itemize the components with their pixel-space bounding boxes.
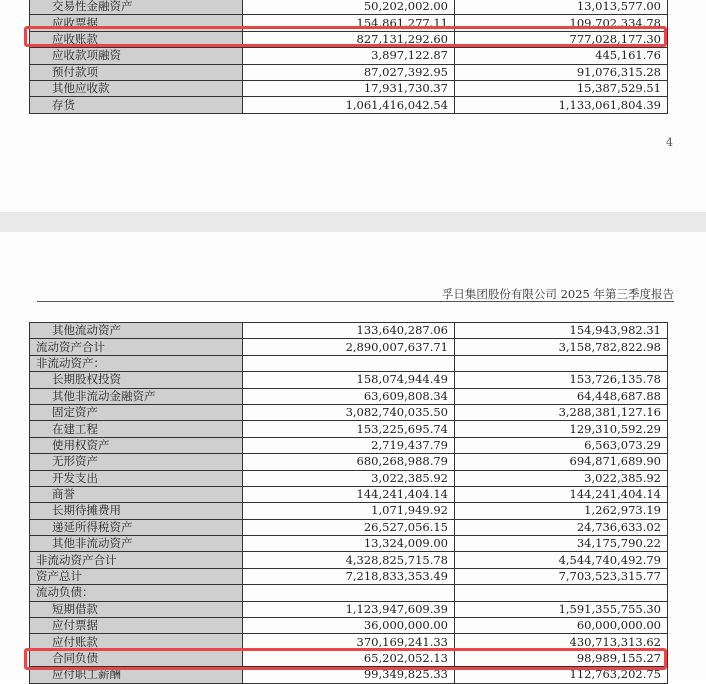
table-row [30,552,668,568]
row-label: 开发支出 [30,470,243,486]
balance-sheet-table-lower [29,322,668,684]
prior-period-value: 153,726,135.78 [455,372,668,388]
prior-period-value: 60,000,000.00 [455,618,668,634]
page-separator [0,212,706,232]
prior-period-value: 112,763,202.75 [455,667,668,683]
prior-period-value: 1,262,973.19 [455,503,668,519]
table-row [30,503,668,519]
prior-period-value: 1,133,061,804.39 [455,97,668,113]
prior-period-value: 694,871,689.90 [455,454,668,470]
prior-period-value: 154,943,982.31 [455,323,668,339]
prior-period-value: 3,288,381,127.16 [455,404,668,420]
prior-period-value: 64,448,687.88 [455,388,668,404]
row-label: 长期待摊费用 [30,503,243,519]
table-row [30,454,668,470]
current-period-value: 680,268,988.79 [243,454,455,470]
prior-period-value: 109,702,334.78 [455,15,668,31]
table-row [30,618,668,634]
current-period-value: 17,931,730.37 [243,80,455,96]
row-label: 无形资产 [30,454,243,470]
prior-period-value: 91,076,315.28 [455,64,668,80]
prior-period-value: 7,703,523,315.77 [455,568,668,584]
table-row [30,388,668,404]
report-header: 孚日集团股份有限公司 2025 年第三季度报告 [441,287,674,301]
current-period-value: 827,131,292.60 [243,31,455,47]
table-row [30,339,668,355]
row-label: 流动负债： [30,585,243,601]
current-period-value: 13,324,009.00 [243,536,455,552]
table-row [30,404,668,420]
prior-period-value: 34,175,790.22 [455,536,668,552]
current-period-value: 3,022,385.92 [243,470,455,486]
row-label: 使用权资产 [30,437,243,453]
row-label: 其他流动资产 [30,323,243,339]
prior-period-value: 4,544,740,492.79 [455,552,668,568]
row-label: 固定资产 [30,404,243,420]
current-period-value: 2,890,007,637.71 [243,339,455,355]
row-label: 短期借款 [30,601,243,617]
row-label: 资产总计 [30,568,243,584]
row-label: 应收票据 [30,15,243,31]
current-period-value: 3,082,740,035.50 [243,404,455,420]
row-label: 应付票据 [30,618,243,634]
current-period-value: 26,527,056.15 [243,519,455,535]
page-number: 4 [666,136,673,149]
table-row [30,372,668,388]
table-row [30,585,668,601]
prior-period-value: 777,028,177.30 [455,31,668,47]
current-period-value: 63,609,808.34 [243,388,455,404]
table-row [30,470,668,486]
row-label: 应收账款 [30,31,243,47]
current-period-value: 3,897,122.87 [243,48,455,64]
row-label: 其他非流动金融资产 [30,388,243,404]
prior-period-value: 445,161.76 [455,48,668,64]
table-row [30,568,668,584]
current-period-value: 2,719,437.79 [243,437,455,453]
prior-period-value: 13,013,577.00 [455,0,668,15]
row-label: 合同负债 [30,650,243,666]
row-label: 应付账款 [30,634,243,650]
row-label: 其他非流动资产 [30,536,243,552]
row-label: 长期股权投资 [30,372,243,388]
current-period-value: 87,027,392.95 [243,64,455,80]
row-label: 非流动资产： [30,355,243,371]
prior-period-value: 3,158,782,822.98 [455,339,668,355]
prior-period-value: 98,989,155.27 [455,650,668,666]
table-row [30,486,668,502]
table-row [30,437,668,453]
table-row [30,64,668,80]
prior-period-value: 430,713,313.62 [455,634,668,650]
balance-sheet-table-upper [29,0,668,114]
prior-period-value: 3,022,385.92 [455,470,668,486]
row-label: 应付职工薪酬 [30,667,243,683]
row-label: 交易性金融资产 [30,0,243,15]
row-label: 递延所得税资产 [30,519,243,535]
table-row [30,48,668,64]
current-period-value: 1,123,947,609.39 [243,601,455,617]
table-row [30,601,668,617]
table-row [30,97,668,113]
current-period-value: 4,328,825,715.78 [243,552,455,568]
prior-period-value: 6,563,073.29 [455,437,668,453]
row-label: 流动资产合计 [30,339,243,355]
prior-period-value: 129,310,592.29 [455,421,668,437]
current-period-value: 158,074,944.49 [243,372,455,388]
current-period-value [243,585,455,601]
current-period-value: 154,861,277.11 [243,15,455,31]
current-period-value: 1,061,416,042.54 [243,97,455,113]
highlight-box-contract-liabilities [24,648,667,670]
row-label: 应收款项融资 [30,48,243,64]
current-period-value: 370,169,241.33 [243,634,455,650]
row-label: 预付款项 [30,64,243,80]
current-period-value: 65,202,052.13 [243,650,455,666]
header-rule [37,301,674,302]
row-label: 商誉 [30,486,243,502]
current-period-value: 153,225,695.74 [243,421,455,437]
highlight-box-accounts-receivable [24,26,667,47]
row-label: 其他应收款 [30,80,243,96]
row-label: 在建工程 [30,421,243,437]
prior-period-value: 15,387,529.51 [455,80,668,96]
prior-period-value [455,585,668,601]
table-row [30,421,668,437]
current-period-value: 1,071,949.92 [243,503,455,519]
row-label: 存货 [30,97,243,113]
current-period-value [243,355,455,371]
current-period-value: 133,640,287.06 [243,323,455,339]
current-period-value: 50,202,002.00 [243,0,455,15]
table-row [30,519,668,535]
table-row [30,80,668,96]
prior-period-value: 1,591,355,755.30 [455,601,668,617]
table-row [30,0,668,15]
current-period-value: 144,241,404.14 [243,486,455,502]
table-row [30,323,668,339]
prior-period-value: 24,736,633.02 [455,519,668,535]
row-label: 非流动资产合计 [30,552,243,568]
prior-period-value: 144,241,404.14 [455,486,668,502]
current-period-value: 7,218,833,353.49 [243,568,455,584]
current-period-value: 99,349,825.33 [243,667,455,683]
prior-period-value [455,355,668,371]
current-period-value: 36,000,000.00 [243,618,455,634]
table-row [30,355,668,371]
table-row [30,536,668,552]
